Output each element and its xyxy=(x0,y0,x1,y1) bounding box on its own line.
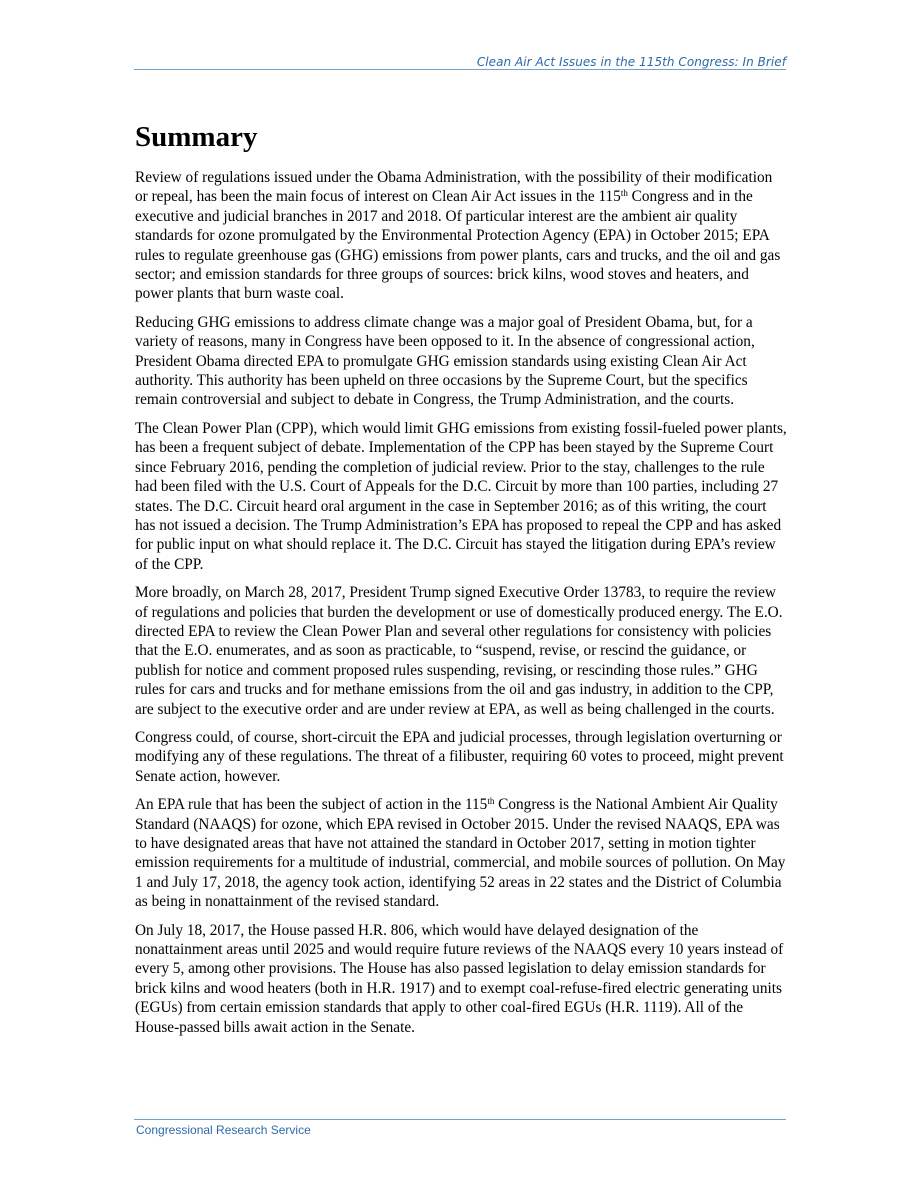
footer-publisher: Congressional Research Service xyxy=(136,1123,311,1137)
paragraph-4: More broadly, on March 28, 2017, President Trump signed Executive Order 13783, to require the review of regulations and policies that burden the development or use of domestically produced energy. The E.O. directed EPA to review the Clean Power Plan and several other regulations for consistency with policies that the E.O. enumerates, and as soon as practicable, to “suspend, revise, or rescind the guidance, or publish for notice and comment proposed rules suspending, revising, or rescinding those rules.” GHG rules for cars and trucks and for methane emissions from the oil and gas industry, in addition to the CPP, are subject to the executive order and are under review at EPA, as well as being challenged in the courts. xyxy=(135,584,783,718)
paragraph-5: Congress could, of course, short-circuit the EPA and judicial processes, through legislation overturning or modifying any of these regulations. The threat of a filibuster, requiring 60 votes to proceed, might prevent Senate action, however. xyxy=(135,728,784,785)
paragraph-6-text-cont: Congress is the National Ambient Air Quality Standard (NAAQS) for ozone, which EPA revised in October 2015. Under the revised NAAQS, EPA was to have designated areas that have not attained the standard in October 2017, setting in motion tighter emission requirements for a multitude of industrial, commercial, and mobile sources of pollution. On May 1 and July 17, 2018, the agency took action, identifying 52 areas in 22 states and the District of Columbia as being in nonattainment of the revised standard. xyxy=(135,796,786,911)
section-heading: Summary xyxy=(135,121,258,153)
summary-body xyxy=(135,168,787,1046)
running-header: Clean Air Act Issues in the 115th Congress: In Brief xyxy=(476,55,786,69)
paragraph-1-text-cont: Congress and in the executive and judicial branches in 2017 and 2018. Of particular interest are the ambient air quality standards for ozone promulgated by the Environmental Protection Agency (EPA) in October 2015; EPA rules to regulate greenhouse gas (GHG) emissions from power plants, cars and trucks, and the oil and gas sector; and emission standards for three groups of sources: brick kilns, wood stoves and heaters, and power plants that burn waste coal. xyxy=(135,188,781,303)
paragraph-1 xyxy=(135,168,787,304)
ordinal-superscript: th xyxy=(620,188,628,199)
paragraph-7: On July 18, 2017, the House passed H.R. 806, which would have delayed designation of the nonattainment areas until 2025 and would require future reviews of the NAAQS every 10 years instead of every 5, among other provisions. The House has also passed legislation to delay emission standards for brick kilns and wood heaters (both in H.R. 1917) and to exempt coal-refuse-fired electric generating units (EGUs) from certain emission standards that apply to other coal-fired EGUs (H.R. 1119). All of the House-passed bills await action in the Senate. xyxy=(135,921,784,1036)
paragraph-2: Reducing GHG emissions to address climate change was a major goal of President Obama, but, for a variety of reasons, many in Congress have been opposed to it. In the absence of congressional action, President Obama directed EPA to promulgate GHG emission standards using existing Clean Air Act authority. This authority has been upheld on three occasions by the Supreme Court, but the specifics remain controversial and subject to debate in Congress, the Trump Administration, and the courts. xyxy=(135,313,755,409)
header-divider xyxy=(134,69,786,70)
paragraph-6 xyxy=(135,795,787,911)
ordinal-superscript: th xyxy=(487,796,495,807)
paragraph-6-text: An EPA rule that has been the subject of action in the 115 xyxy=(135,796,488,814)
paragraph-1-text: Review of regulations issued under the Obama Administration, with the possibility of their modification or repeal, has been the main focus of interest on Clean Air Act issues in the 115 xyxy=(135,169,773,206)
footer-divider xyxy=(134,1119,786,1120)
paragraph-3: The Clean Power Plan (CPP), which would limit GHG emissions from existing fossil-fueled power plants, has been a frequent subject of debate. Implementation of the CPP has been stayed by the Supreme Court since February 2016, pending the completion of judicial review. Prior to the stay, challenges to the rule had been filed with the U.S. Court of Appeals for the D.C. Circuit by more than 100 parties, including 27 states. The D.C. Circuit heard oral argument in the case in September 2016; as of this writing, the court has not issued a decision. The Trump Administration’s EPA has proposed to repeal the CPP and has asked for public input on what should replace it. The D.C. Circuit has stayed the litigation during EPA’s review of the CPP. xyxy=(135,419,787,573)
